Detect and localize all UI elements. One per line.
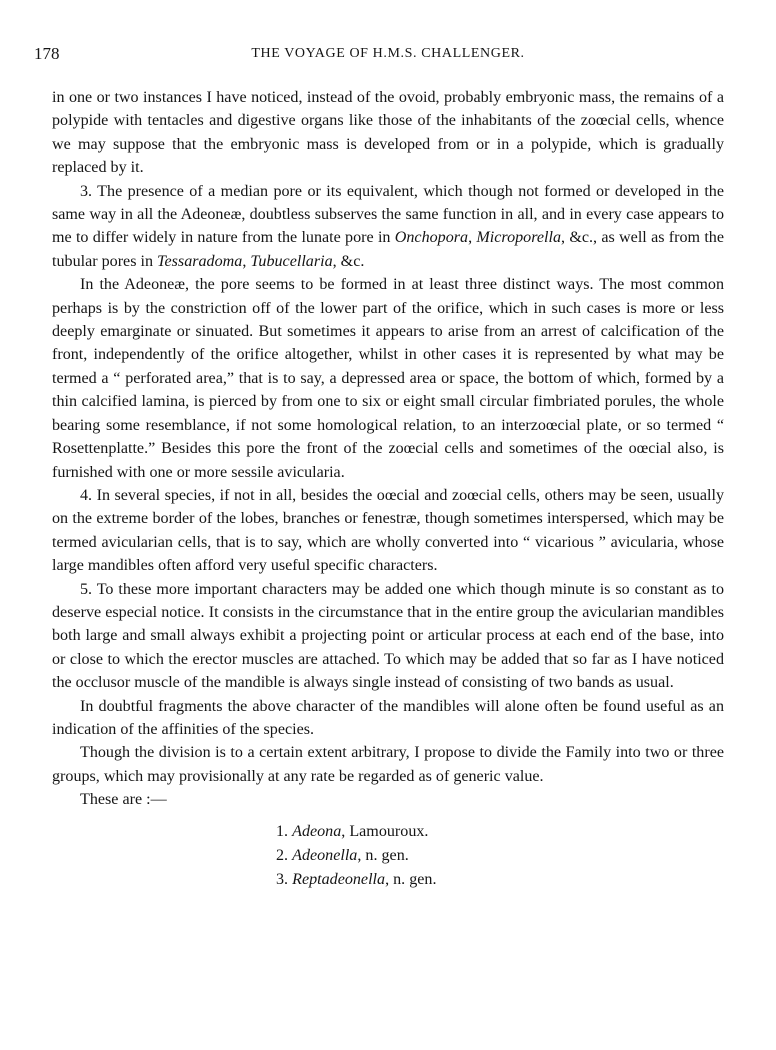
list-item	[276, 868, 724, 892]
genus-microporella: Microporella	[476, 229, 562, 247]
paragraph-2-text: ,	[242, 252, 251, 270]
list-item	[276, 820, 724, 844]
list-item-number: 2.	[276, 846, 289, 864]
paragraph-5: 5. To these more important characters may be added one which though minute is so constant as to deserve especial notice. It consists in the circumstance that in the entire group the avicularian mandibles both large and small always exhibit a projecting point or articular process at each end of the base, into or close to which the erector muscles are attached. To which may be added that so far as I have noticed the occlusor muscle of the mandible is always single instead of consisting of two bands as usual.	[52, 580, 724, 692]
genus-authority: , n. gen.	[385, 870, 437, 888]
list-item-number: 1.	[276, 822, 289, 840]
genera-list	[276, 820, 724, 892]
paragraph-2-text: 3. The presence of a median pore or its equivalent, which though not formed or developed in the same way in all the Adeoneæ, doubtless subserves the same function in all, and in every case appears to me to differ widely in nature from the lunate pore in	[52, 182, 724, 247]
paragraph-1: in one or two instances I have noticed, instead of the ovoid, probably embryonic mass, the remains of a polypide with tentacles and digestive organs like those of the inhabitants of the zoœcial cells, whence we may suppose that the embryonic mass is developed from or in a polypide, which is gradually replaced by it.	[52, 89, 724, 177]
genus-tubucellaria: Tubucellaria	[250, 252, 333, 270]
genus-name: Adeonella	[292, 846, 358, 864]
paragraph-2-text: , &c., as well as from the tubular pores in	[52, 229, 724, 270]
paragraph-6: In doubtful fragments the above character of the mandibles will alone often be found useful as an indication of the affinities of the species.	[52, 697, 724, 738]
body-text	[52, 86, 724, 892]
paragraph-2-text: ,	[468, 229, 477, 247]
genus-name: Adeona	[292, 822, 342, 840]
genus-authority: , n. gen.	[357, 846, 409, 864]
genus-name: Reptadeonella	[292, 870, 386, 888]
paragraph-3: In the Adeoneæ, the pore seems to be formed in at least three distinct ways. The most common perhaps is by the constriction off of the lower part of the orifice, which in such cases is more or less deeply emarginate or sinuated. But sometimes it appears to arise from an arrest of calcification of the front, independently of the orifice altogether, whilst in other cases it is represented by what may be termed a “ perforated area,” that is to say, a depressed area or space, the bottom of which, formed by a thin calcified lamina, is pierced by from one to six or eight small circular fimbriated porules, the whole bearing some resemblance, if not some homological relation, to an interzoœcial plate, or so termed “ Rosettenplatte.” Besides this pore the front of the zoœcial cells and sometimes of the oœcial also, is furnished with one or more sessile avicularia.	[52, 276, 724, 481]
page-number: 178	[34, 44, 60, 63]
paragraph-7: Though the division is to a certain extent arbitrary, I propose to divide the Family into two or three groups, which may provisionally at any rate be regarded as of generic value.	[52, 744, 724, 785]
page-header	[0, 44, 776, 72]
paragraph-4: 4. In several species, if not in all, besides the oœcial and zoœcial cells, others may be seen, usually on the extreme border of the lobes, branches or fenestræ, though sometimes interspersed, which may be termed avicularian cells, that is to say, which are wholly converted into “ vicarious ” avicularia, whose large mandibles often afford very useful specific characters.	[52, 486, 724, 575]
paragraph-2-text: , &c.	[332, 252, 365, 270]
list-item	[276, 844, 724, 868]
paragraph-8: These are :—	[80, 791, 167, 809]
running-title: THE VOYAGE OF H.M.S. CHALLENGER.	[251, 46, 525, 61]
list-item-number: 3.	[276, 870, 289, 888]
genus-tessaradoma: Tessaradoma	[157, 252, 243, 270]
genus-onchopora: Onchopora	[394, 229, 469, 247]
genus-authority: , Lamouroux.	[341, 822, 429, 840]
paragraph-2	[52, 180, 724, 274]
